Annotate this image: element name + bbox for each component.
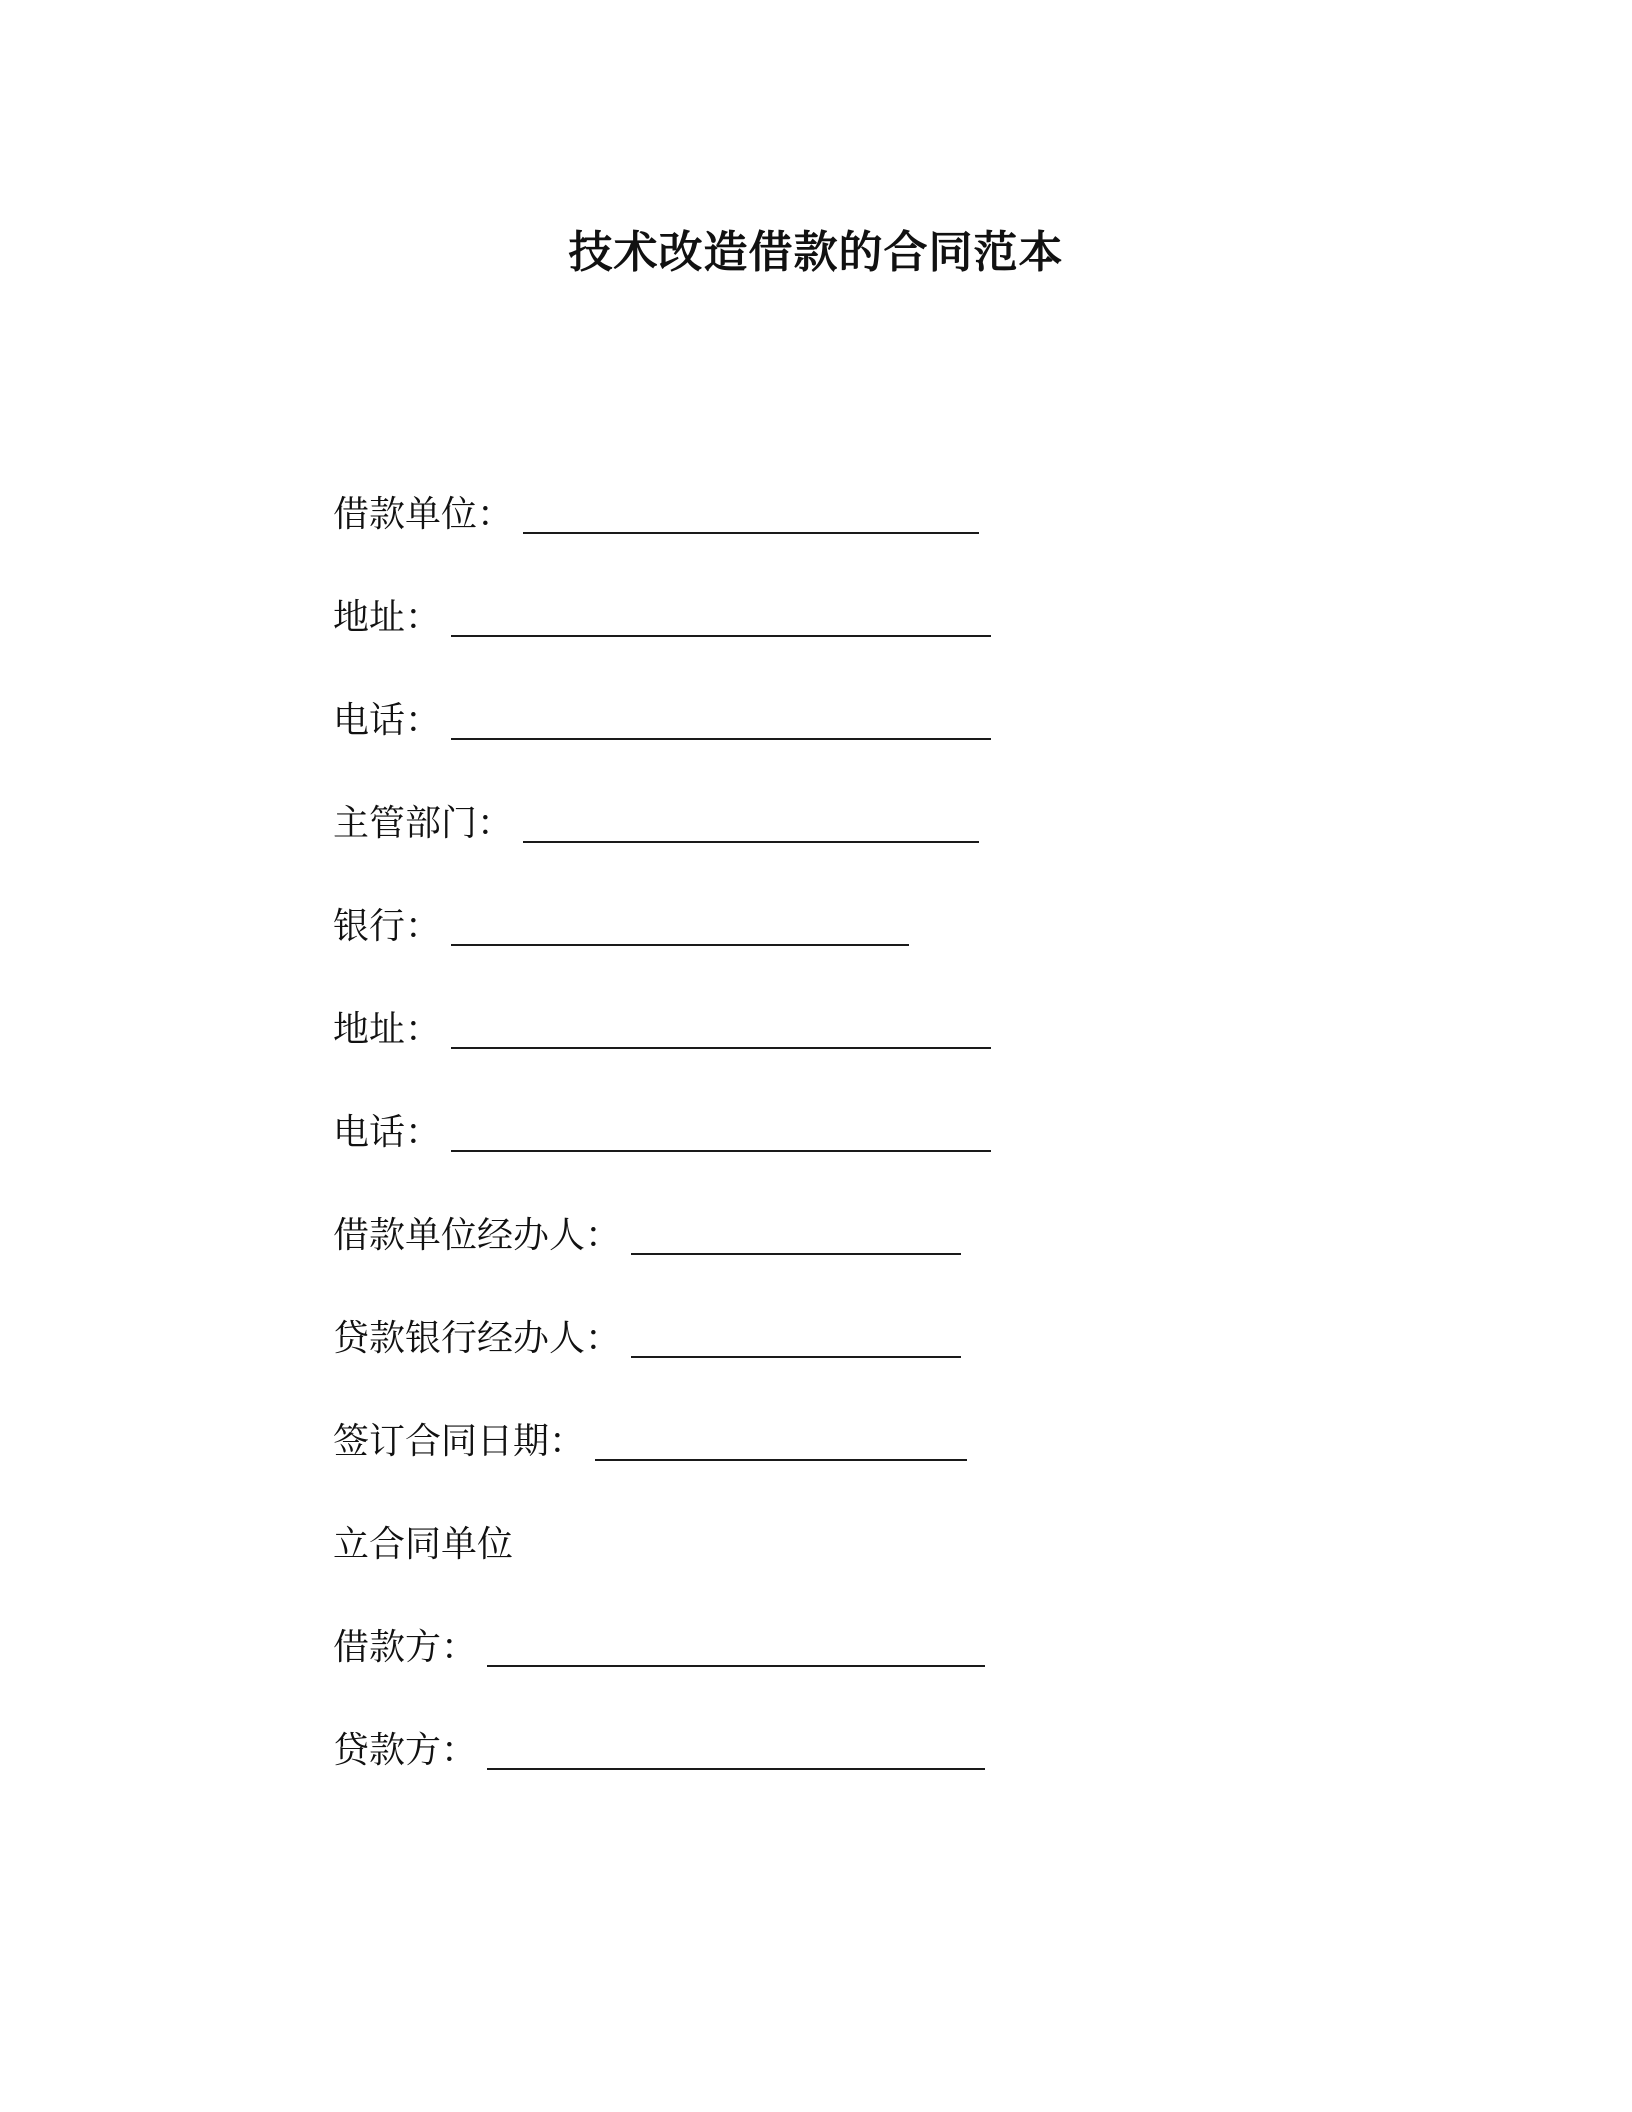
field-signing-date xyxy=(333,1417,967,1467)
field-label: 电话： xyxy=(333,1112,442,1153)
field-lender-party xyxy=(333,1726,985,1776)
field-bank-phone xyxy=(333,1108,991,1158)
field-label: 借款单位： xyxy=(333,494,514,535)
field-bank xyxy=(333,902,909,952)
field-borrower-unit xyxy=(333,490,979,540)
blank-line xyxy=(595,1421,967,1461)
field-bank-agent xyxy=(333,1314,961,1364)
field-label: 贷款方： xyxy=(333,1730,478,1771)
blank-line xyxy=(451,1009,991,1049)
field-borrower-phone xyxy=(333,696,991,746)
blank-line xyxy=(631,1215,961,1255)
field-label: 签订合同日期： xyxy=(333,1421,586,1462)
field-borrower-party xyxy=(333,1623,985,1673)
field-label: 电话： xyxy=(333,700,442,741)
section-heading xyxy=(333,1520,513,1570)
field-supervising-dept xyxy=(333,799,979,849)
blank-line xyxy=(451,1112,991,1152)
field-label: 贷款银行经办人： xyxy=(333,1318,622,1359)
field-label: 借款单位经办人： xyxy=(333,1215,622,1256)
blank-line xyxy=(451,700,991,740)
field-borrower-agent xyxy=(333,1211,961,1261)
blank-line xyxy=(451,906,909,946)
section-heading-label: 立合同单位 xyxy=(333,1524,514,1565)
field-label: 借款方： xyxy=(333,1627,478,1668)
document-title: 技术改造借款的合同范本 xyxy=(568,227,1064,278)
blank-line xyxy=(487,1730,985,1770)
field-label: 地址： xyxy=(333,597,442,638)
blank-line xyxy=(631,1318,961,1358)
blank-line xyxy=(523,494,979,534)
blank-line xyxy=(451,597,991,637)
field-label: 银行： xyxy=(333,906,442,947)
blank-line xyxy=(487,1627,985,1667)
field-label: 地址： xyxy=(333,1009,442,1050)
field-label: 主管部门： xyxy=(333,803,514,844)
blank-line xyxy=(523,803,979,843)
field-borrower-address xyxy=(333,593,991,643)
field-bank-address xyxy=(333,1005,991,1055)
